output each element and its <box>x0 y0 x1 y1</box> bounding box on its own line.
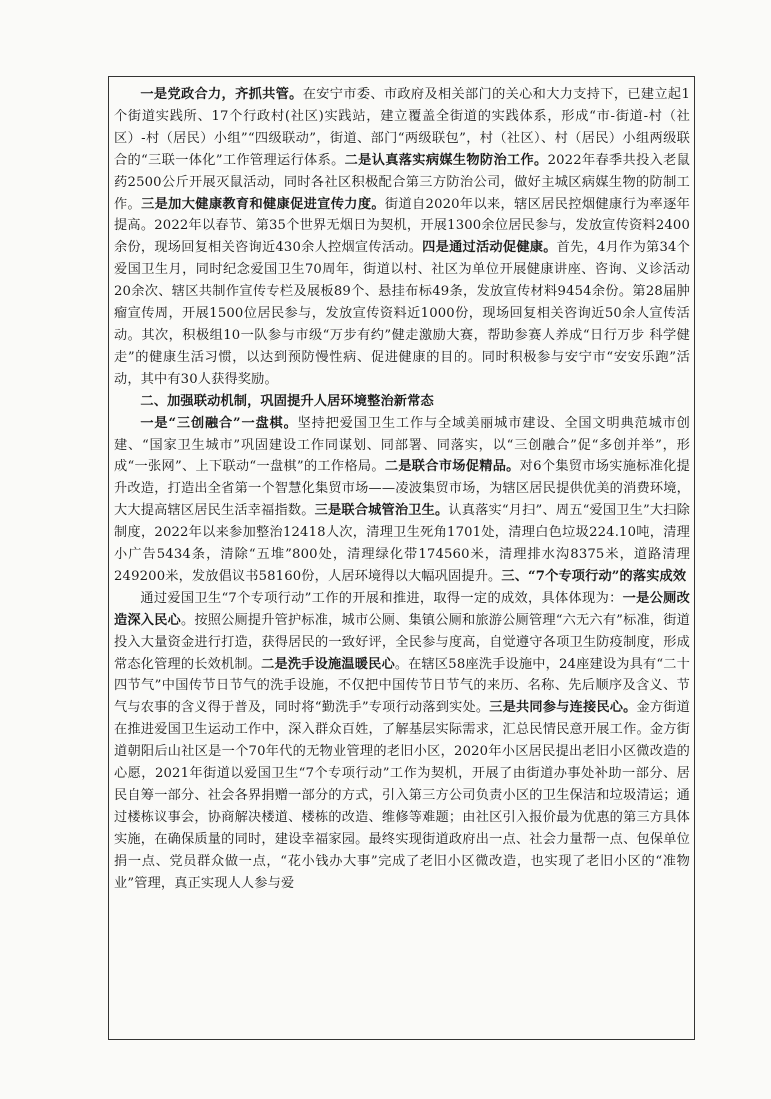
bold-heading: 三是联合城管治卫生。 <box>314 503 449 519</box>
body-text: 金方街道在推进爱国卫生运动工作中，深入群众百姓，了解基层实际需求，汇总民情民意开展工作。金方街道朝阳后山社区是一个70年代的无物业管理的老旧小区，2020年小区居民提出老旧小区微改造的心愿，2021年街道以爱国卫生“7个专项行动”工作为契机，开展了由街道办事处补助一部分、居民自筹一部分、社会各界捐赠一部分的方式，引入第三方公司负责小区的卫生保洁和垃圾清运；通过楼栋议事会，协商解决楼道、楼栋的改造、维修等难题；由社区引入报价最为优惠的第三方具体实施，在确保质量的同时，建设幸福家园。最终实现街道政府出一点、社会力量帮一点、包保单位捐一点、党员群众做一点，“花小钱办大事”完成了老旧小区微改造，也实现了老旧小区的“准物业”管理，真正实现人人参与爱 <box>114 700 690 891</box>
paragraph-3 <box>114 588 690 895</box>
bold-heading: 三是加大健康教育和健康促进宣传力度。 <box>141 196 385 212</box>
body-text: 认真落实“月扫”、周五“爱国卫生”大扫除制度，2022年以来参加整治12418人次，清理卫生死角1701处，清理白色垃圾224.10吨，清理小广告5434条，清除“五堆”800处，清理绿化带174560米，清理排水沟8375米，道路清理249200米，发放倡议书58160份，人居环境得以大幅巩固提升。 <box>114 503 691 584</box>
bold-heading: 一是“三创融合”一盘棋。 <box>140 415 298 431</box>
bold-heading: 一是党政合力，齐抓共管。 <box>140 87 303 102</box>
body-text: 。在辖区58座洗手设施中，24座建设为具有“二十四节气”中国传节日节气的洗手设施，不仅把中国传节日节气的来历、名称、先后顺序及含义、节气与农事的含义得于普及，同时将“勤洗手”专项行动落到实处。 <box>114 656 690 716</box>
body-text: 街道自2020年以来，辖区居民控烟健康行为率逐年提高。2022年以春节、第35个世界无烟日为契机，开展1300余位居民参与，发放宣传资料2400余份，现场回复相关咨询近430余人控烟宣传活动。 <box>114 196 690 256</box>
bold-heading: 二是联合市场促精品。 <box>384 459 520 475</box>
body-text: 。按照公厕提升管护标准，城市公厕、集镇公厕和旅游公厕管理“六无六有”标准，街道投入大量资金进行打造，获得居民的一致好评，全民参与度高，自觉遵守各项卫生防疫制度，形成常态化管理的长效机制。 <box>114 612 691 672</box>
body-text: 首先，4月作为第34个爱国卫生月，同时纪念爱国卫生70周年，街道以村、社区为单位开展健康讲座、咨询、义诊活动20余次、辖区共制作宣传专栏及展板89个、悬挂布标49条，发放宣传材料9454余份。第28届肿瘤宣传周，开展1500位居民参与，发放宣传资料近1000份，现场回复相关咨询近50余人宣传活动。其次，积极组10一队参与市级“万步有约”健走激励大赛，帮助参赛人养成“日行万步 科学健走”的健康生活习惯，以达到预防慢性病、促进健康的目的。同时积极参与安宁市“安安乐跑”活动，其中有30人获得奖励。 <box>114 240 690 387</box>
section-heading-2: 二、加强联动机制，巩固提升人居环境整治新常态 <box>140 393 434 409</box>
bold-heading: 二是洗手设施温暖民心 <box>261 656 395 672</box>
bold-heading: 三是共同参与连接民心。 <box>489 700 637 716</box>
paragraph-1 <box>114 84 690 391</box>
bold-heading: 二是认真落实病媒生物防治工作。 <box>344 152 548 168</box>
body-text: 坚持把爱国卫生工作与全域美丽城市建设、全国文明典范城市创建、“国家卫生城市”巩固建设工作同谋划、同部署、同落实，以“三创融合”促“多创并举”，形成“一张网”、上下联动“一盘棋”的工作格局。 <box>114 415 690 475</box>
bold-heading: 四是通过活动促健康。 <box>422 240 557 256</box>
bold-heading: 一是公厕改造深入民心 <box>114 590 691 628</box>
body-text: 对6个集贸市场实施标准化提升改造，打造出全省第一个智慧化集贸市场——凌波集贸市场，为辖区居民提供优美的消费环境，大大提高辖区居民生活幸福指数。 <box>114 459 691 519</box>
section-heading-3: 三、“7个专项行动”的落实成效 <box>501 568 687 584</box>
body-text: 2022年春季共投入老鼠药2500公斤开展灭鼠活动，同时各社区积极配合第三方防治公司，做好主城区病媒生物的防制工作。 <box>114 152 690 212</box>
body-text: 在安宁市委、市政府及相关部门的关心和大力支持下，已建立起1个街道实践所、17个行政村(社区)实践站，建立覆盖全街道的实践体系，形成“市-街道-村（社区）-村（居民）小组”“四级联动”，街道、部门“两级联包”，村（社区）、村（居民）小组两级联合的“三联一体化”工作管理运行体系。 <box>114 87 690 168</box>
document-body <box>114 84 690 895</box>
paragraph-2 <box>114 413 690 588</box>
body-text: 通过爱国卫生“7个专项行动”工作的开展和推进，取得一定的成效，具体体现为： <box>140 590 623 606</box>
